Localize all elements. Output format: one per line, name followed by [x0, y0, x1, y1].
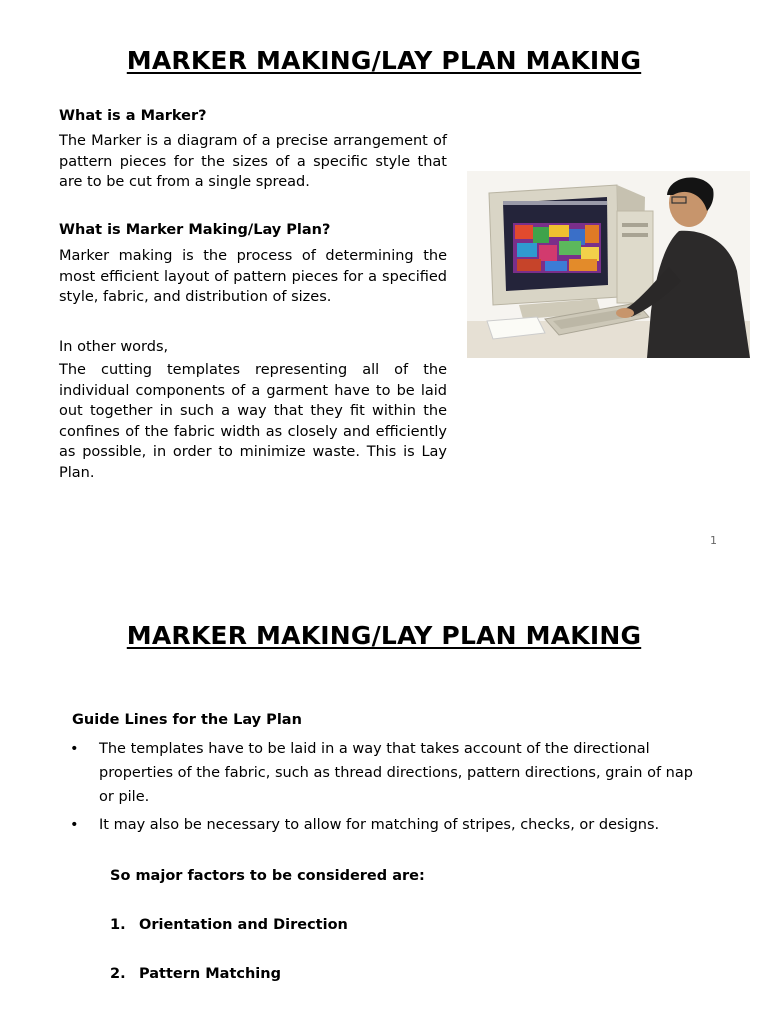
- bullet-icon: •: [70, 817, 79, 833]
- question-marker-making: What is Marker Making/Lay Plan?: [59, 222, 331, 238]
- list-item: [70, 737, 710, 809]
- bullet-text: The templates have to be laid in a way that takes account of the directional properties of the fabric, such as thread directions, pattern directions, grain of nap or pile.: [99, 741, 693, 805]
- photo-man-at-computer: [467, 171, 750, 358]
- guide-lines-list: [70, 737, 710, 841]
- paragraph-in-other-words: In other words,: [59, 339, 169, 355]
- paragraph-lay-plan-explanation: The cutting templates representing all of the individual components of a garment have to be laid out together in such a way that they fit within the confines of the fabric width as closely and efficiently as possible, in order to minimize waste. This is Lay Plan.: [59, 362, 447, 481]
- question-what-is-marker: What is a Marker?: [59, 108, 207, 124]
- slide1-title: MARKER MAKING/LAY PLAN MAKING: [126, 46, 642, 75]
- factors-heading: So major factors to be considered are:: [110, 868, 425, 884]
- page-number: 1: [710, 534, 717, 547]
- bullet-text: It may also be necessary to allow for matching of stripes, checks, or designs.: [99, 817, 660, 833]
- paragraph-marker-definition: The Marker is a diagram of a precise arrangement of pattern pieces for the sizes of a specific style that are to be cut from a single spread.: [59, 133, 447, 191]
- guide-lines-heading: Guide Lines for the Lay Plan: [72, 712, 302, 728]
- list-item: [70, 813, 710, 837]
- paragraph-marker-making-definition: Marker making is the process of determining the most efficient layout of pattern pieces for a specified style, fabric, and distribution of sizes.: [59, 248, 447, 306]
- factor-item-pattern-matching: 2. Pattern Matching: [110, 966, 281, 982]
- bullet-icon: •: [70, 741, 79, 757]
- slide2-title: MARKER MAKING/LAY PLAN MAKING: [126, 621, 642, 650]
- factor-item-orientation: 1. Orientation and Direction: [110, 917, 348, 933]
